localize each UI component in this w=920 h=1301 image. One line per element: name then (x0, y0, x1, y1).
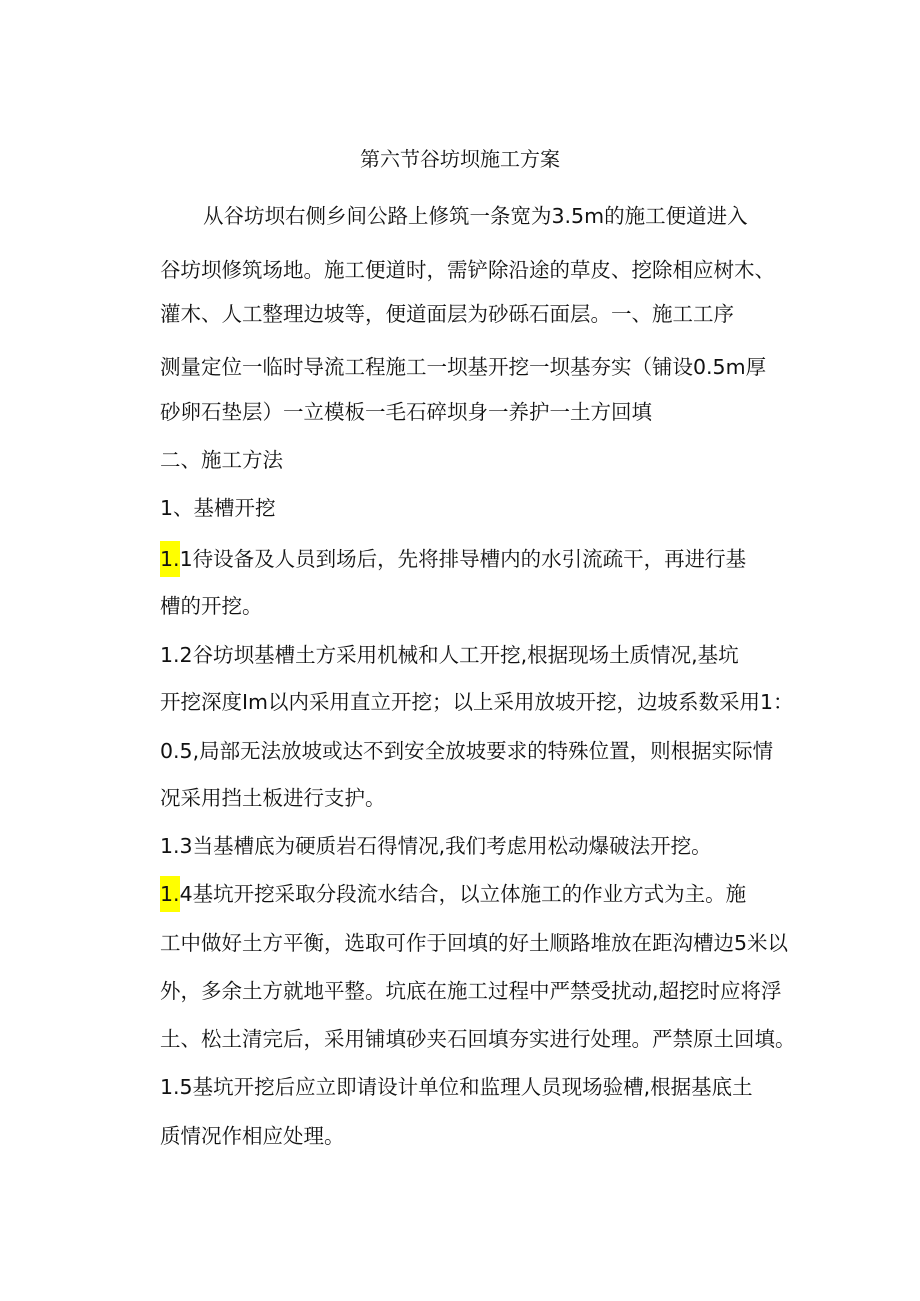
paragraph-line: 工中做好土方平衡，选取可作于回填的好土顺路堆放在距沟槽边5米以 (160, 931, 789, 955)
paragraph-line: 槽的开挖。 (160, 594, 263, 618)
section-heading: 二、施工方法 (160, 448, 283, 472)
paragraph-line (160, 545, 746, 573)
paragraph-line: 0.5,局部无法放坡或达不到安全放坡要求的特殊位置，则根据实际情 (160, 739, 774, 763)
intro-line: 谷坊坝修筑场地。施工便道时，需铲除沿途的草皮、挖除相应树木、 (160, 258, 775, 282)
intro-line: 灌木、人工整理边坡等，便道面层为砂砾石面层。一、施工工序 (160, 302, 734, 326)
paragraph-line: 1.3当基槽底为硬质岩石得情况,我们考虑用松动爆破法开挖。 (160, 834, 712, 858)
paragraph-line (160, 880, 746, 908)
intro-line: 从谷坊坝右侧乡间公路上修筑一条宽为3.5m的施工便道进入 (203, 204, 748, 228)
page-title: 第六节谷坊坝施工方案 (360, 147, 560, 171)
paragraph-line: 1.5基坑开挖后应立即请设计单位和监理人员现场验槽,根据基底土 (160, 1075, 753, 1099)
paragraph-line: 外，多余土方就地平整。坑底在施工过程中严禁受扰动,超挖时应将浮 (160, 979, 782, 1003)
paragraph-line: 况采用挡土板进行支护。 (160, 786, 386, 810)
paragraph-text: 4基坑开挖采取分段流水结合，以立体施工的作业方式为主。施 (179, 882, 747, 906)
highlighted-number: 1. (160, 876, 180, 912)
intro-line: 砂卵石垫层）一立模板一毛石碎坝身一养护一土方回填 (160, 400, 652, 424)
paragraph-line: 质情况作相应处理。 (160, 1124, 345, 1148)
paragraph-line: 开挖深度Im以内采用直立开挖；以上采用放坡开挖，边坡系数采用1： (160, 690, 794, 714)
subsection-heading: 1、基槽开挖 (160, 496, 276, 520)
intro-line: 测量定位一临时导流工程施工一坝基开挖一坝基夯实（铺设0.5m厚 (160, 355, 767, 379)
paragraph-line: 土、松土清完后，采用铺填砂夹石回填夯实进行处理。严禁原土回填。 (160, 1027, 796, 1051)
paragraph-line: 1.2谷坊坝基槽土方采用机械和人工开挖,根据现场土质情况,基坑 (160, 643, 739, 667)
paragraph-text: 1待设备及人员到场后，先将排导槽内的水引流疏干，再进行基 (179, 547, 747, 571)
highlighted-number: 1. (160, 541, 180, 577)
